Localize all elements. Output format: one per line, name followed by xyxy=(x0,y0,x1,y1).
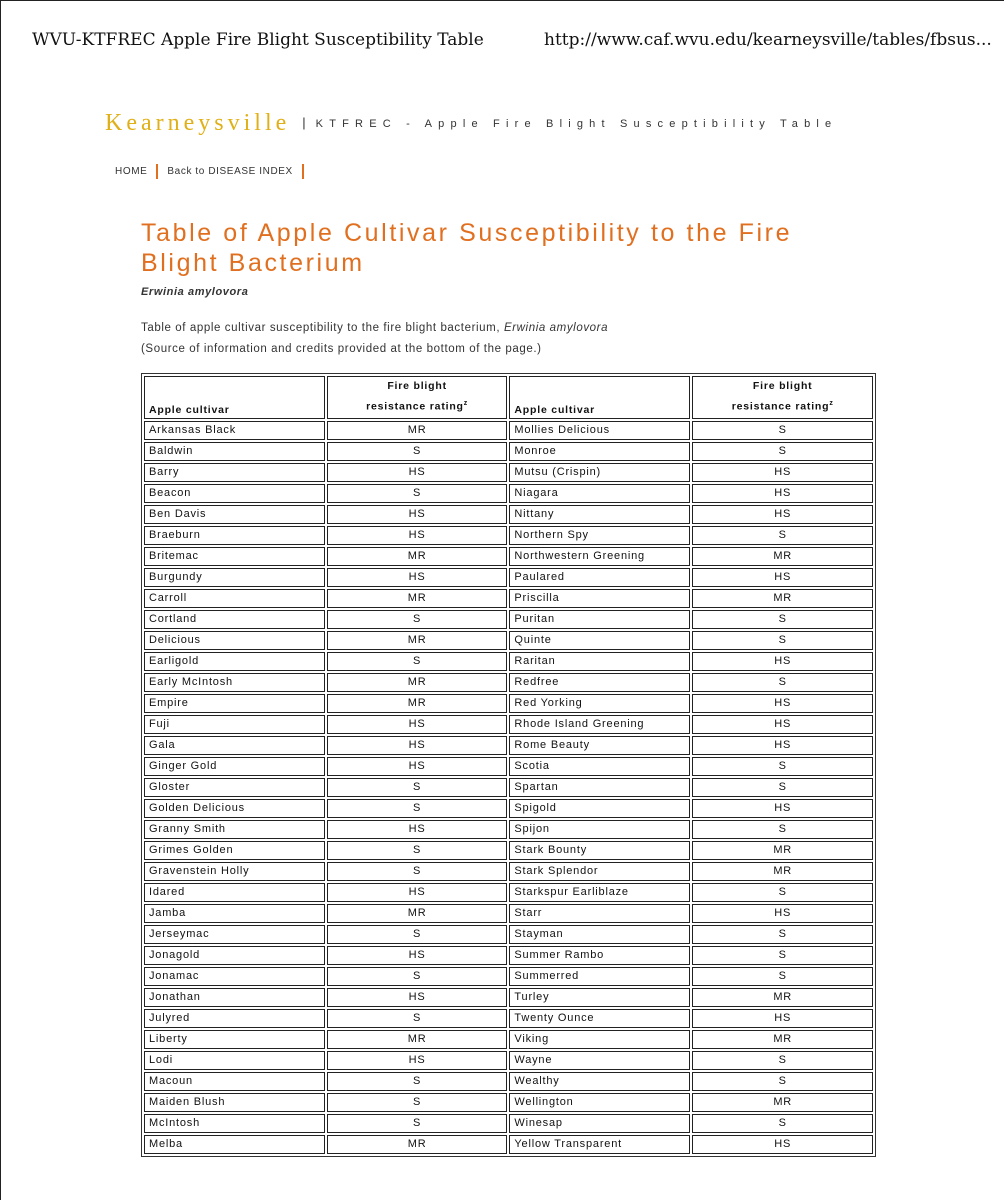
cultivar-cell: Grimes Golden xyxy=(144,841,325,860)
cultivar-cell: Spigold xyxy=(509,799,690,818)
rating-cell: MR xyxy=(327,1135,508,1154)
nav-divider xyxy=(156,164,158,179)
cultivar-cell: Paulared xyxy=(509,568,690,587)
cultivar-cell: Starr xyxy=(509,904,690,923)
rating-cell: HS xyxy=(692,463,873,482)
rating-cell: HS xyxy=(692,694,873,713)
table-row xyxy=(144,568,873,587)
rating-cell: HS xyxy=(692,505,873,524)
cultivar-cell: Scotia xyxy=(509,757,690,776)
cultivar-cell: Arkansas Black xyxy=(144,421,325,440)
table-row xyxy=(144,799,873,818)
rating-cell: HS xyxy=(692,652,873,671)
rating-cell: MR xyxy=(327,631,508,650)
table-row xyxy=(144,547,873,566)
rating-cell: S xyxy=(327,1009,508,1028)
cultivar-cell: Quinte xyxy=(509,631,690,650)
cultivar-cell: Summer Rambo xyxy=(509,946,690,965)
intro-latin: Erwinia amylovora xyxy=(503,322,609,334)
rating-cell: S xyxy=(327,1072,508,1091)
cultivar-cell: Priscilla xyxy=(509,589,690,608)
cultivar-cell: Fuji xyxy=(144,715,325,734)
cultivar-cell: Northern Spy xyxy=(509,526,690,545)
rating-cell: MR xyxy=(692,547,873,566)
cultivar-cell: Cortland xyxy=(144,610,325,629)
header-rating xyxy=(327,376,508,419)
cultivar-cell: Monroe xyxy=(509,442,690,461)
rating-cell: S xyxy=(327,862,508,881)
rating-cell: HS xyxy=(327,505,508,524)
table-row xyxy=(144,610,873,629)
table-header-row xyxy=(144,376,873,419)
header-rating-line2: resistance rating xyxy=(731,400,830,413)
rating-cell: MR xyxy=(692,862,873,881)
rating-cell: HS xyxy=(327,463,508,482)
rating-cell: S xyxy=(692,925,873,944)
rating-cell: MR xyxy=(327,694,508,713)
nav-divider xyxy=(302,164,304,179)
page-title: Table of Apple Cultivar Susceptibility to the Fire Blight Bacterium xyxy=(141,219,793,277)
rating-cell: MR xyxy=(692,589,873,608)
cultivar-cell: Melba xyxy=(144,1135,325,1154)
rating-cell: S xyxy=(327,967,508,986)
cultivar-cell: Northwestern Greening xyxy=(509,547,690,566)
table-row xyxy=(144,946,873,965)
print-header xyxy=(32,30,992,54)
header-cultivar: Apple cultivar xyxy=(509,376,690,419)
table-row xyxy=(144,1072,873,1091)
table-row xyxy=(144,694,873,713)
table-row xyxy=(144,463,873,482)
table-row xyxy=(144,778,873,797)
table-body xyxy=(144,421,873,1154)
footnote-mark: z xyxy=(463,400,469,407)
cultivar-cell: Delicious xyxy=(144,631,325,650)
cultivar-cell: Mutsu (Crispin) xyxy=(509,463,690,482)
cultivar-cell: Beacon xyxy=(144,484,325,503)
cultivar-cell: Barry xyxy=(144,463,325,482)
rating-cell: HS xyxy=(327,883,508,902)
cultivar-cell: Gala xyxy=(144,736,325,755)
table-row xyxy=(144,484,873,503)
intro-paragraph xyxy=(141,318,875,360)
table-row xyxy=(144,1051,873,1070)
cultivar-cell: Braeburn xyxy=(144,526,325,545)
rating-cell: MR xyxy=(327,904,508,923)
cultivar-cell: Puritan xyxy=(509,610,690,629)
banner-separator: | xyxy=(302,115,306,130)
source-note: (Source of information and credits provided at the bottom of the page.) xyxy=(141,343,542,355)
rating-cell: HS xyxy=(327,757,508,776)
cultivar-cell: Mollies Delicious xyxy=(509,421,690,440)
rating-cell: HS xyxy=(692,715,873,734)
rating-cell: MR xyxy=(327,673,508,692)
rating-cell: HS xyxy=(327,568,508,587)
rating-cell: MR xyxy=(692,1030,873,1049)
table-row xyxy=(144,589,873,608)
cultivar-cell: Maiden Blush xyxy=(144,1093,325,1112)
rating-cell: S xyxy=(692,820,873,839)
cultivar-cell: Ben Davis xyxy=(144,505,325,524)
rating-cell: S xyxy=(327,484,508,503)
rating-cell: S xyxy=(692,526,873,545)
rating-cell: MR xyxy=(327,1030,508,1049)
table-row xyxy=(144,1093,873,1112)
rating-cell: MR xyxy=(692,988,873,1007)
cultivar-cell: Empire xyxy=(144,694,325,713)
rating-cell: S xyxy=(692,883,873,902)
cultivar-cell: Wayne xyxy=(509,1051,690,1070)
cultivar-cell: Summerred xyxy=(509,967,690,986)
rating-cell: S xyxy=(327,442,508,461)
header-rating-line2: resistance rating xyxy=(366,400,464,413)
cultivar-cell: Baldwin xyxy=(144,442,325,461)
rating-cell: S xyxy=(692,610,873,629)
rating-cell: S xyxy=(692,1072,873,1091)
rating-cell: MR xyxy=(327,547,508,566)
header-rating-line1: Fire blight xyxy=(752,380,813,392)
susceptibility-table xyxy=(141,373,876,1157)
rating-cell: S xyxy=(692,1114,873,1133)
cultivar-cell: Raritan xyxy=(509,652,690,671)
cultivar-cell: Jamba xyxy=(144,904,325,923)
rating-cell: MR xyxy=(692,841,873,860)
table-row xyxy=(144,841,873,860)
rating-cell: S xyxy=(692,1051,873,1070)
cultivar-cell: Wealthy xyxy=(509,1072,690,1091)
pathogen-name: Erwinia amylovora xyxy=(141,286,249,298)
rating-cell: MR xyxy=(692,1093,873,1112)
rating-cell: HS xyxy=(692,1135,873,1154)
table-row xyxy=(144,925,873,944)
rating-cell: S xyxy=(327,1114,508,1133)
cultivar-cell: Wellington xyxy=(509,1093,690,1112)
rating-cell: S xyxy=(327,925,508,944)
banner-subtitle: KTFREC - Apple Fire Blight Susceptibility Table xyxy=(315,118,838,130)
rating-cell: S xyxy=(692,442,873,461)
header-rating-line1: Fire blight xyxy=(387,380,447,392)
cultivar-cell: Jonathan xyxy=(144,988,325,1007)
table-row xyxy=(144,757,873,776)
cultivar-cell: McIntosh xyxy=(144,1114,325,1133)
rating-cell: S xyxy=(327,610,508,629)
cultivar-cell: Redfree xyxy=(509,673,690,692)
table-row xyxy=(144,505,873,524)
cultivar-cell: Spartan xyxy=(509,778,690,797)
nav-bar xyxy=(115,164,313,179)
rating-cell: HS xyxy=(327,736,508,755)
cultivar-cell: Gloster xyxy=(144,778,325,797)
table-row xyxy=(144,1114,873,1133)
rating-cell: S xyxy=(327,799,508,818)
rating-cell: MR xyxy=(327,589,508,608)
cultivar-cell: Early McIntosh xyxy=(144,673,325,692)
cultivar-cell: Niagara xyxy=(509,484,690,503)
cultivar-cell: Lodi xyxy=(144,1051,325,1070)
cultivar-cell: Jonamac xyxy=(144,967,325,986)
rating-cell: S xyxy=(692,421,873,440)
rating-cell: S xyxy=(692,757,873,776)
main-content xyxy=(141,218,875,360)
table-row xyxy=(144,526,873,545)
cultivar-cell: Spijon xyxy=(509,820,690,839)
cultivar-cell: Idared xyxy=(144,883,325,902)
rating-cell: MR xyxy=(327,421,508,440)
table-row xyxy=(144,715,873,734)
rating-cell: HS xyxy=(692,799,873,818)
print-header-title: WVU-KTFREC Apple Fire Blight Susceptibility Table xyxy=(32,30,484,50)
cultivar-cell: Macoun xyxy=(144,1072,325,1091)
rating-cell: HS xyxy=(327,820,508,839)
cultivar-cell: Yellow Transparent xyxy=(509,1135,690,1154)
cultivar-cell: Stark Bounty xyxy=(509,841,690,860)
cultivar-cell: Stark Splendor xyxy=(509,862,690,881)
cultivar-cell: Viking xyxy=(509,1030,690,1049)
cultivar-cell: Rome Beauty xyxy=(509,736,690,755)
table-row xyxy=(144,421,873,440)
table-row xyxy=(144,631,873,650)
cultivar-cell: Red Yorking xyxy=(509,694,690,713)
footnote-mark: z xyxy=(829,400,834,407)
nav-disease-index-link[interactable]: Back to DISEASE INDEX xyxy=(167,166,293,178)
table-row xyxy=(144,883,873,902)
rating-cell: HS xyxy=(692,736,873,755)
cultivar-cell: Starkspur Earliblaze xyxy=(509,883,690,902)
cultivar-cell: Gravenstein Holly xyxy=(144,862,325,881)
cultivar-cell: Ginger Gold xyxy=(144,757,325,776)
table-row xyxy=(144,904,873,923)
rating-cell: S xyxy=(327,1093,508,1112)
site-banner xyxy=(105,110,837,137)
cultivar-cell: Burgundy xyxy=(144,568,325,587)
cultivar-cell: Twenty Ounce xyxy=(509,1009,690,1028)
cultivar-cell: Turley xyxy=(509,988,690,1007)
table-row xyxy=(144,988,873,1007)
nav-home-link[interactable]: HOME xyxy=(115,166,148,178)
cultivar-cell: Stayman xyxy=(509,925,690,944)
table-row xyxy=(144,1030,873,1049)
table-row xyxy=(144,442,873,461)
rating-cell: S xyxy=(692,967,873,986)
cultivar-cell: Nittany xyxy=(509,505,690,524)
cultivar-cell: Jonagold xyxy=(144,946,325,965)
rating-cell: HS xyxy=(327,526,508,545)
rating-cell: S xyxy=(327,841,508,860)
rating-cell: HS xyxy=(692,904,873,923)
table-row xyxy=(144,652,873,671)
rating-cell: HS xyxy=(692,1009,873,1028)
table-row xyxy=(144,736,873,755)
cultivar-cell: Carroll xyxy=(144,589,325,608)
rating-cell: HS xyxy=(327,988,508,1007)
cultivar-cell: Britemac xyxy=(144,547,325,566)
rating-cell: S xyxy=(327,652,508,671)
table-row xyxy=(144,820,873,839)
rating-cell: HS xyxy=(692,484,873,503)
rating-cell: S xyxy=(692,673,873,692)
cultivar-cell: Liberty xyxy=(144,1030,325,1049)
cultivar-cell: Earligold xyxy=(144,652,325,671)
intro-text: Table of apple cultivar susceptibility to the fire blight bacterium, xyxy=(141,322,501,334)
print-header-url: http://www.caf.wvu.edu/kearneysville/tables/fbsus... xyxy=(544,30,992,50)
table-row xyxy=(144,862,873,881)
rating-cell: S xyxy=(692,631,873,650)
cultivar-cell: Jerseymac xyxy=(144,925,325,944)
cultivar-cell: Julyred xyxy=(144,1009,325,1028)
rating-cell: S xyxy=(692,778,873,797)
table-row xyxy=(144,967,873,986)
header-rating xyxy=(692,376,873,419)
rating-cell: S xyxy=(327,778,508,797)
table-row xyxy=(144,673,873,692)
header-cultivar: Apple cultivar xyxy=(144,376,325,419)
rating-cell: S xyxy=(692,946,873,965)
cultivar-cell: Granny Smith xyxy=(144,820,325,839)
cultivar-cell: Rhode Island Greening xyxy=(509,715,690,734)
table-row xyxy=(144,1135,873,1154)
cultivar-cell: Winesap xyxy=(509,1114,690,1133)
rating-cell: HS xyxy=(327,1051,508,1070)
rating-cell: HS xyxy=(327,946,508,965)
rating-cell: HS xyxy=(692,568,873,587)
site-name[interactable]: Kearneysville xyxy=(105,110,291,136)
rating-cell: HS xyxy=(327,715,508,734)
table-row xyxy=(144,1009,873,1028)
cultivar-cell: Golden Delicious xyxy=(144,799,325,818)
